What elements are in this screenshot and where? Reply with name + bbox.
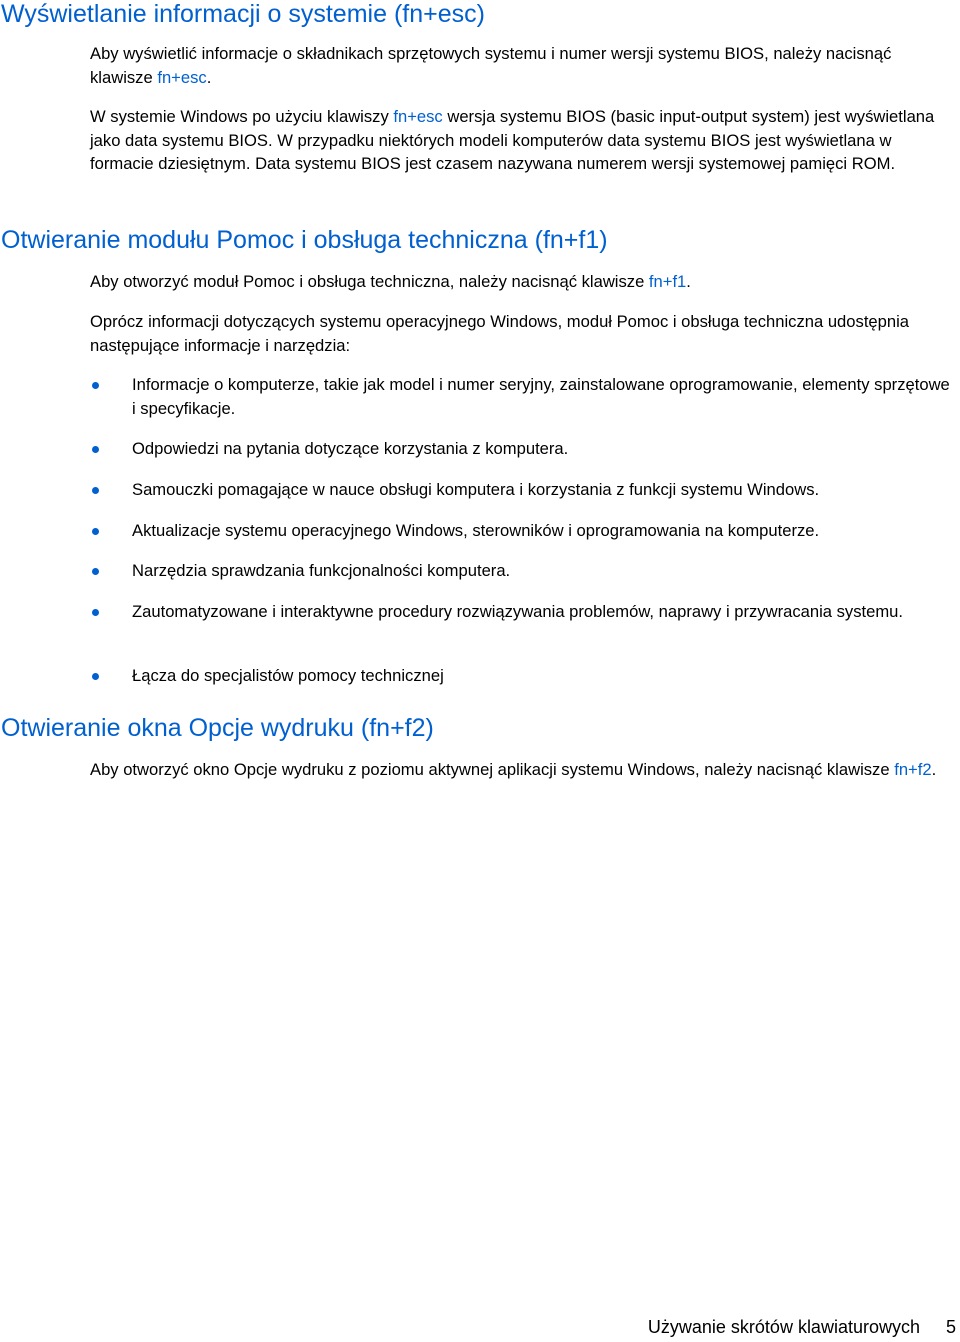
section-heading-system-info: Wyświetlanie informacji o systemie (fn+esc) xyxy=(1,0,485,28)
page-number: 5 xyxy=(945,1317,956,1337)
paragraph-system-info-2 xyxy=(90,105,958,176)
list-item-text: Informacje o komputerze, takie jak model i numer seryjny, zainstalowane oprogramowanie, elementy sprzętowe i specyfikacje. xyxy=(132,375,950,418)
list-item-text: Łącza do specjalistów pomocy technicznej xyxy=(132,666,444,685)
paragraph-text: . xyxy=(206,67,212,87)
bullet-icon xyxy=(92,487,99,494)
paragraph-print-options-1 xyxy=(90,758,958,782)
paragraph-text: Oprócz informacji dotyczących systemu operacyjnego Windows, moduł Pomoc i obsługa techniczna udostępnia następujące informacje i narzędzia: xyxy=(90,312,910,355)
bullet-icon xyxy=(92,382,99,389)
section-heading-help-support: Otwieranie modułu Pomoc i obsługa techniczna (fn+f1) xyxy=(1,226,608,254)
paragraph-text: . xyxy=(931,760,937,779)
list-item-text: Odpowiedzi na pytania dotyczące korzystania z komputera. xyxy=(132,439,569,458)
paragraph-system-info-1 xyxy=(90,42,958,89)
key-combo-fn-esc: fn+esc xyxy=(393,107,443,126)
paragraph-text: Aby wyświetlić informacje o składnikach sprzętowych systemu i numer wersji systemu BIOS, należy nacisnąć klawisze xyxy=(90,44,892,87)
list-item-text: Samouczki pomagające w nauce obsługi komputera i korzystania z funkcji systemu Windows. xyxy=(132,480,820,499)
paragraph-text: Aby otworzyć okno Opcje wydruku z poziomu aktywnej aplikacji systemu Windows, należy nacisnąć klawisze xyxy=(90,760,895,779)
paragraph-text: Aby otworzyć moduł Pomoc i obsługa techniczna, należy nacisnąć klawisze xyxy=(90,272,649,291)
paragraph-text: . xyxy=(686,272,691,291)
key-combo-fn-f1: fn+f1 xyxy=(648,272,687,291)
key-combo-fn-esc: fn+esc xyxy=(157,67,207,87)
list-item-text: Narzędzia sprawdzania funkcjonalności komputera. xyxy=(132,561,511,580)
bullet-icon xyxy=(92,673,99,680)
bullet-icon xyxy=(92,609,99,616)
bullet-icon xyxy=(92,568,99,575)
section-heading-print-options: Otwieranie okna Opcje wydruku (fn+f2) xyxy=(1,714,434,742)
paragraph-text: W systemie Windows po użyciu klawiszy xyxy=(90,107,394,126)
bullet-icon xyxy=(92,446,99,453)
footer-chapter-title: Używanie skrótów klawiaturowych xyxy=(647,1317,920,1337)
bullet-icon xyxy=(92,528,99,535)
page-footer xyxy=(648,1317,956,1338)
paragraph-text: wersja systemu BIOS (basic input-output system) jest wyświetlana jako data systemu BIOS. W przypadku niektórych modeli komputerów data systemu BIOS jest wyświetlana w formacie dziesiętnym. Data systemu BIOS jest czasem nazywana numerem wersji systemowej pamięci ROM. xyxy=(90,107,935,173)
paragraph-help-support-2 xyxy=(90,310,958,357)
list-item-text: Zautomatyzowane i interaktywne procedury rozwiązywania problemów, naprawy i przywracania systemu. xyxy=(132,602,904,621)
key-combo-fn-f2: fn+f2 xyxy=(894,760,932,779)
paragraph-help-support-1 xyxy=(90,270,958,294)
list-item-text: Aktualizacje systemu operacyjnego Windows, sterowników i oprogramowania na komputerze. xyxy=(132,521,820,540)
